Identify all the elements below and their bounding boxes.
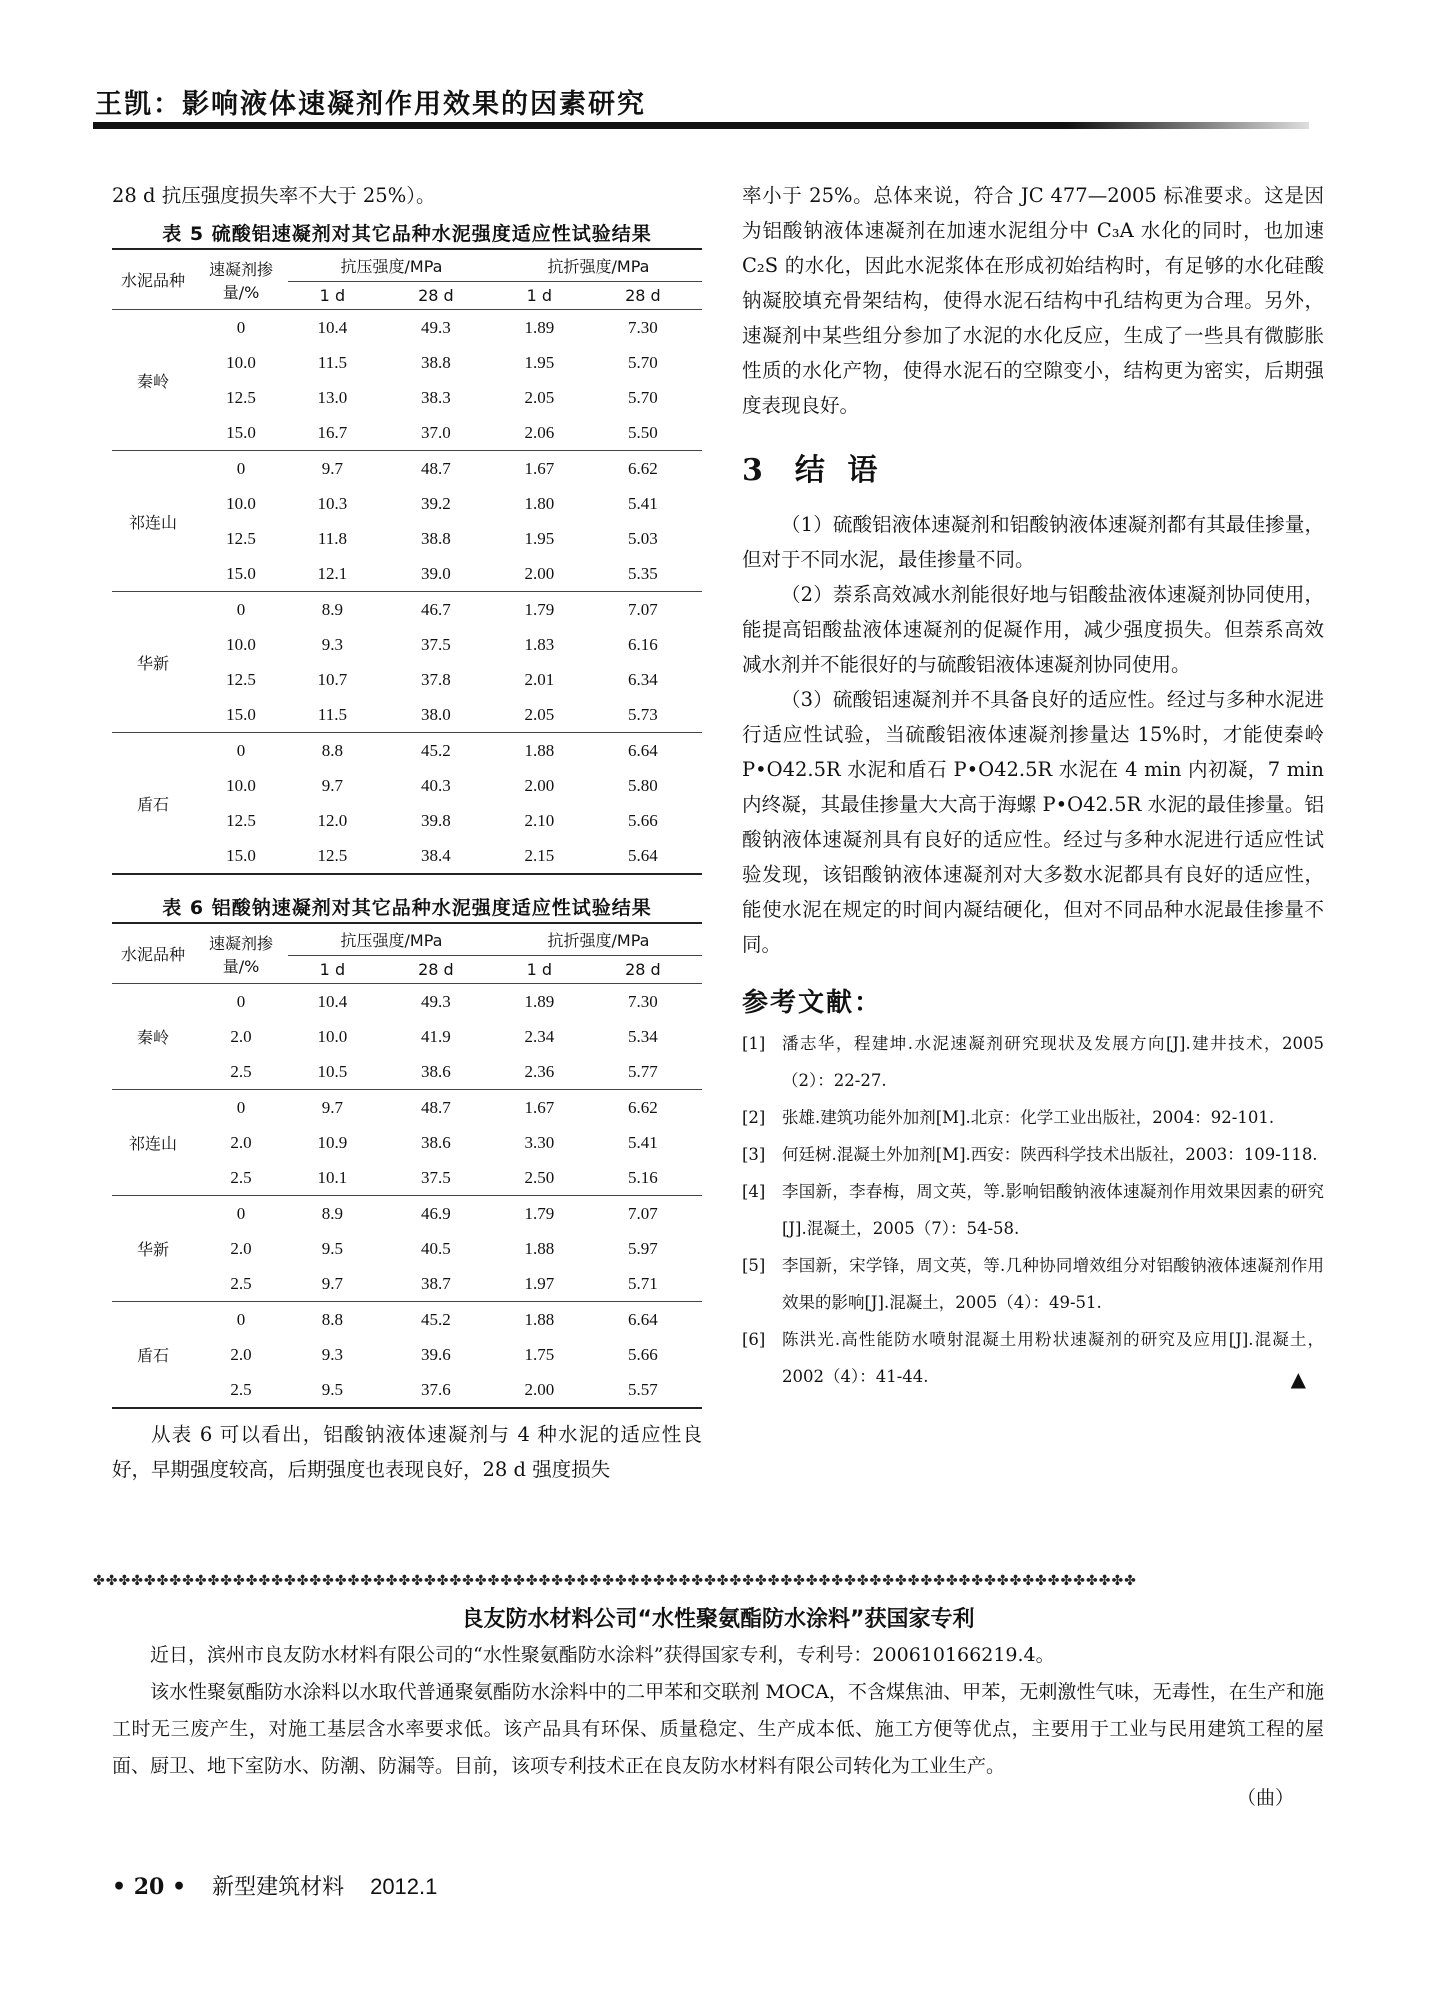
reference-number: [5] [742,1256,766,1275]
table-cell: 5.41 [628,493,658,513]
table-cell: 38.0 [421,704,451,724]
section-heading [742,445,1324,489]
section-number: 3 [742,453,769,488]
table-cell: 39.0 [421,563,451,583]
table5-caption: 表 5 硫酸铝速凝剂对其它品种水泥强度适应性试验结果 [162,223,652,245]
table-cell: 10.1 [317,1167,348,1187]
reference-number: [3] [742,1145,766,1164]
table-cell: 37.5 [421,1167,451,1187]
table-row [112,556,702,592]
table-row [112,733,702,769]
table-row [112,838,702,874]
table-cell: 37.6 [421,1379,451,1399]
news-item [112,1602,1324,1810]
table-cell: 5.70 [628,352,658,372]
table-cell: 13.0 [317,387,348,407]
cement-type-cell: 祁连山 [112,451,194,592]
table-cell: 46.9 [377,1196,495,1232]
table-cell: 1.97 [524,1273,555,1293]
table-cell: 6.64 [584,733,702,769]
table-cell: 0 [194,310,288,346]
table-row [112,592,702,628]
reference-item [742,1321,1324,1395]
table6-header-compressive: 抗压强度/MPa [288,923,495,956]
page-number: • 20 • [112,1874,187,1900]
table6-header-1d: 1 d [495,956,584,984]
table-cell: 0 [194,592,288,628]
table6-header-cement: 水泥品种 [120,945,185,964]
table-cell: 10.0 [226,352,256,372]
table-cell: 48.7 [377,1090,495,1126]
table-cell: 39.2 [421,493,451,513]
table-cell: 2.0 [230,1132,252,1152]
table-row [112,1337,702,1372]
table-cell: 45.2 [377,1302,495,1338]
journal-name: 新型建筑材料 [212,1875,345,1900]
table-cell: 9.3 [321,634,344,654]
table-cell: 5.71 [628,1273,658,1293]
table-cell: 1.83 [524,634,555,654]
table-cell: 39.6 [421,1344,451,1364]
table-cell: 11.5 [317,704,347,724]
table-cell: 2.10 [524,810,555,830]
table-row [112,1266,702,1302]
table-cell: 11.5 [317,352,347,372]
table-cell: 7.07 [584,592,702,628]
table-cell: 2.00 [524,563,555,583]
table-cell: 5.66 [628,1344,658,1364]
table-cell: 38.3 [421,387,451,407]
table-cell: 1.88 [495,1302,584,1338]
table-cell: 3.30 [524,1132,555,1152]
table-row [112,768,702,803]
table-row [112,1160,702,1196]
table-cell: 15.0 [226,704,256,724]
table-row [112,803,702,838]
table-cell: 2.34 [524,1026,555,1046]
table-row [112,486,702,521]
table-row [112,1196,702,1232]
table-row [112,697,702,733]
table-cell: 7.30 [584,984,702,1020]
table-cell: 38.7 [421,1273,451,1293]
table-cell: 37.0 [421,422,451,442]
table5-header-1d: 1 d [288,282,377,310]
table-cell: 1.67 [495,451,584,487]
table6-header-28d: 28 d [377,956,495,984]
table-cell: 9.7 [288,451,377,487]
conclusion-3: （3）硫酸铝速凝剂并不具备良好的适应性。经过与多种水泥进行适应性试验，当硫酸铝液体速凝剂掺量达 15%时，才能使秦岭 P•O42.5R 水泥和盾石 P•O42.5R 水泥在 4 min 内初凝，7 min 内终凝，其最佳掺量大大高于海螺 P•O42.5R 水泥的最佳掺量。铝酸钠液体速凝剂具有良好的适应性。经过与多种水泥进行适应性试验发现，该铝酸钠液体速凝剂对大多数水泥都具有良好的适应性，能使水泥在规定的时间内凝结硬化，但对不同品种水泥最佳掺量不同。 [742,688,1324,956]
table-cell: 39.8 [421,810,451,830]
table-cell: 12.0 [317,810,348,830]
table-row [112,1019,702,1054]
table-cell: 12.1 [317,563,348,583]
table-cell: 2.15 [524,845,555,865]
table5-header-cement: 水泥品种 [120,271,185,290]
table-cell: 40.5 [421,1238,451,1258]
table-cell: 16.7 [317,422,348,442]
table-cell: 0 [194,733,288,769]
table-cell: 6.64 [584,1302,702,1338]
table-cell: 11.8 [317,528,347,548]
reference-text: 潘志华，程建坤.水泥速凝剂研究现状及发展方向[J].建井技术，2005（2）：22-27. [782,1034,1324,1090]
table-cell: 1.95 [524,528,555,548]
table-cell: 5.70 [628,387,658,407]
reference-item [742,1025,1324,1099]
table-cell: 12.5 [317,845,348,865]
table-cell: 12.5 [226,528,256,548]
reference-text: 张雄.建筑功能外加剂[M].北京：化学工业出版社，2004：92-101. [782,1108,1275,1127]
journal-issue: 2012.1 [370,1874,438,1899]
table-cell: 9.7 [321,775,344,795]
table5-header-flexural: 抗折强度/MPa [495,249,702,282]
table-cell: 10.9 [317,1132,348,1152]
conclusion-1: （1）硫酸铝液体速凝剂和铝酸钠液体速凝剂都有其最佳掺量，但对于不同水泥，最佳掺量不同。 [742,513,1324,571]
reference-text: 李国新，李春梅，周文英，等.影响铝酸钠液体速凝剂作用效果因素的研究[J].混凝土，2005（7）：54-58. [782,1182,1324,1238]
cement-type-cell: 盾石 [112,1302,194,1409]
table-row [112,984,702,1020]
cement-type-cell: 秦岭 [112,310,194,451]
table-cell: 15.0 [226,563,256,583]
table-cell: 0 [194,1302,288,1338]
table-cell: 2.0 [230,1344,252,1364]
table-row [112,1231,702,1266]
table-cell: 2.5 [230,1167,252,1187]
table-row [112,380,702,415]
table-cell: 7.07 [584,1196,702,1232]
table-cell: 8.9 [288,1196,377,1232]
table-cell: 15.0 [226,422,256,442]
table-cell: 9.5 [321,1238,344,1258]
table-cell: 2.5 [230,1379,252,1399]
table-cell: 0 [194,451,288,487]
reference-text: 李国新，宋学锋，周文英，等.几种协同增效组分对铝酸钠液体速凝剂作用效果的影响[J].混凝土，2005（4）：49-51. [782,1256,1324,1312]
reference-text: 何廷树.混凝土外加剂[M].西安：陕西科学技术出版社，2003：109-118. [782,1145,1318,1164]
table-cell: 2.0 [230,1026,252,1046]
table6-header-dosage: 速凝剂掺量/% [208,933,273,976]
table-cell: 6.34 [628,669,658,689]
table-cell: 5.97 [628,1238,658,1258]
cement-type-cell: 华新 [112,1196,194,1302]
table-cell: 5.64 [628,845,658,865]
table-cell: 10.0 [226,775,256,795]
table-cell: 0 [194,1090,288,1126]
right-column [742,178,1324,1395]
table-cell: 12.5 [226,669,256,689]
table-cell: 1.79 [495,1196,584,1232]
references-heading: 参考文献： [742,988,883,1018]
table5 [112,248,702,875]
table-cell: 2.06 [524,422,555,442]
table-cell: 10.5 [317,1061,348,1081]
table-cell: 2.36 [524,1061,555,1081]
table-cell: 5.73 [628,704,658,724]
table-cell: 2.0 [230,1238,252,1258]
table-cell: 10.4 [288,310,377,346]
table-cell: 5.80 [628,775,658,795]
table-cell: 5.03 [628,528,658,548]
table-cell: 5.34 [628,1026,658,1046]
table-row [112,662,702,697]
table-cell: 2.00 [524,775,555,795]
table-row [112,1090,702,1126]
table5-header-28d: 28 d [584,282,702,310]
table5-header-28d: 28 d [377,282,495,310]
news-paragraph-1: 近日，滨州市良友防水材料有限公司的“水性聚氨酯防水涂料”获得国家专利，专利号：200610166219.4。 [150,1644,1055,1666]
table5-header-compressive: 抗压强度/MPa [288,249,495,282]
table-cell: 0 [194,1196,288,1232]
ornamental-divider: ✤✤✤✤✤✤✤✤✤✤✤✤✤✤✤✤✤✤✤✤✤✤✤✤✤✤✤✤✤✤✤✤✤✤✤✤✤✤✤✤✤✤✤✤✤✤✤✤✤✤✤✤✤✤✤✤✤✤✤✤✤✤✤✤✤✤✤✤✤✤✤✤✤✤✤✤✤✤✤✤✤✤ [93,1573,1137,1589]
table-cell: 2.01 [524,669,555,689]
table-cell: 10.0 [226,634,256,654]
reference-item [742,1099,1324,1136]
news-signoff: （曲） [1236,1787,1294,1809]
table-cell: 1.75 [524,1344,555,1364]
cement-type-cell: 华新 [112,592,194,733]
table-cell: 5.57 [628,1379,658,1399]
table-cell: 46.7 [377,592,495,628]
table-cell: 2.05 [524,387,555,407]
table-cell: 1.88 [524,1238,555,1258]
table5-header-1d: 1 d [495,282,584,310]
table-cell: 48.7 [377,451,495,487]
table-cell: 38.8 [421,528,451,548]
table-cell: 6.62 [584,1090,702,1126]
table6 [112,922,702,1409]
after-table-text: 从表 6 可以看出，铝酸钠液体速凝剂与 4 种水泥的适应性良好，早期强度较高，后期强度也表现良好，28 d 强度损失 [112,1423,702,1481]
table-cell: 10.7 [317,669,348,689]
cement-type-cell: 祁连山 [112,1090,194,1196]
table-row [112,1054,702,1090]
left-column [112,178,702,1487]
table-cell: 38.6 [421,1132,451,1152]
table-cell: 49.3 [377,984,495,1020]
table-cell: 1.80 [524,493,555,513]
table-row [112,1125,702,1160]
table-cell: 10.0 [226,493,256,513]
table-cell: 38.6 [421,1061,451,1081]
page-footer [112,1870,437,1901]
table-row [112,345,702,380]
table-cell: 10.0 [317,1026,348,1046]
table-cell: 5.35 [628,563,658,583]
table-cell: 8.9 [288,592,377,628]
table6-header-28d: 28 d [584,956,702,984]
table-cell: 45.2 [377,733,495,769]
table-cell: 1.89 [495,310,584,346]
cement-type-cell: 盾石 [112,733,194,875]
table6-body [112,984,702,1409]
running-header: 王凯：影响液体速凝剂作用效果的因素研究 [95,89,646,120]
table-cell: 5.50 [628,422,658,442]
reference-list [742,1025,1324,1395]
table-cell: 9.5 [321,1379,344,1399]
reference-number: [2] [742,1108,766,1127]
table-cell: 38.4 [421,845,451,865]
news-paragraph-2: 该水性聚氨酯防水涂料以水取代普通聚氨酯防水涂料中的二甲苯和交联剂 MOCA，不含煤焦油、甲苯，无刺激性气味，无毒性，在生产和施工时无三废产生，对施工基层含水率要求低。该产品具有环保、质量稳定、生产成本低、施工方便等优点，主要用于工业与民用建筑工程的屋面、厨卫、地下室防水、防潮、防漏等。目前，该项专利技术正在良友防水材料有限公司转化为工业生产。 [112,1681,1324,1777]
table-cell: 37.5 [421,634,451,654]
table-cell: 9.7 [288,1090,377,1126]
table-cell: 5.66 [628,810,658,830]
table-cell: 2.5 [230,1273,252,1293]
table-cell: 8.8 [288,1302,377,1338]
table-cell: 1.89 [495,984,584,1020]
reference-item [742,1173,1324,1247]
table-cell: 5.16 [628,1167,658,1187]
table-cell: 1.67 [495,1090,584,1126]
news-title: 良友防水材料公司“水性聚氨酯防水涂料”获国家专利 [461,1607,975,1632]
table-row [112,310,702,346]
table-cell: 38.8 [421,352,451,372]
section-title: 结 语 [794,453,884,488]
table-cell: 10.4 [288,984,377,1020]
continued-text: 率小于 25%。总体来说，符合 JC 477—2005 标准要求。这是因为铝酸钠液体速凝剂在加速水泥组分中 C₃A 水化的同时，也加速 C₂S 的水化，因此水泥浆体在形成初始结构时，有足够的水化硅酸钠凝胶填充骨架结构，使得水泥石结构中孔结构更为合理。另外，速凝剂中某些组分参加了水泥的水化反应，生成了一些具有微膨胀性质的水化产物，使得水泥石的空隙变小，结构更为密实，后期强度表现良好。 [742,184,1324,417]
table-cell: 41.9 [421,1026,451,1046]
reference-item [742,1247,1324,1321]
reference-number: [6] [742,1330,766,1349]
table5-body [112,310,702,875]
reference-number: [4] [742,1182,766,1201]
table6-header-1d: 1 d [288,956,377,984]
end-mark-triangle-icon: ▲ [1290,1367,1306,1391]
table-cell: 1.88 [495,733,584,769]
table-row [112,451,702,487]
table-cell: 7.30 [584,310,702,346]
table-cell: 12.5 [226,810,256,830]
table-cell: 2.00 [524,1379,555,1399]
table-row [112,415,702,451]
table6-header-flexural: 抗折强度/MPa [495,923,702,956]
table-cell: 6.16 [628,634,658,654]
reference-text: 陈洪光.高性能防水喷射混凝土用粉状速凝剂的研究及应用[J].混凝土，2002（4）：41-44. [782,1330,1324,1386]
table-cell: 2.50 [524,1167,555,1187]
table-cell: 5.77 [628,1061,658,1081]
table5-header-dosage: 速凝剂掺量/% [208,259,273,302]
reference-item [742,1136,1324,1173]
table-row [112,627,702,662]
table-row [112,1302,702,1338]
table-cell: 49.3 [377,310,495,346]
table-cell: 6.62 [584,451,702,487]
table-cell: 1.79 [495,592,584,628]
table-row [112,521,702,556]
table-cell: 10.3 [317,493,348,513]
table-cell: 0 [194,984,288,1020]
table-cell: 40.3 [421,775,451,795]
conclusion-2: （2）萘系高效减水剂能很好地与铝酸盐液体速凝剂协同使用，能提高铝酸盐液体速凝剂的促凝作用，减少强度损失。但萘系高效减水剂并不能很好的与硫酸铝液体速凝剂协同使用。 [742,583,1324,676]
table-cell: 15.0 [226,845,256,865]
cement-type-cell: 秦岭 [112,984,194,1090]
table-cell: 8.8 [288,733,377,769]
header-rule [93,122,1309,129]
table-row [112,1372,702,1408]
table-cell: 2.05 [524,704,555,724]
table-cell: 37.8 [421,669,451,689]
reference-number: [1] [742,1034,766,1053]
intro-text: 28 d 抗压强度损失率不大于 25%）。 [112,184,436,207]
table-cell: 2.5 [230,1061,252,1081]
table-cell: 9.7 [321,1273,344,1293]
table-cell: 1.95 [524,352,555,372]
table-cell: 9.3 [321,1344,344,1364]
table6-caption: 表 6 铝酸钠速凝剂对其它品种水泥强度适应性试验结果 [162,897,652,919]
table-cell: 5.41 [628,1132,658,1152]
table-cell: 12.5 [226,387,256,407]
